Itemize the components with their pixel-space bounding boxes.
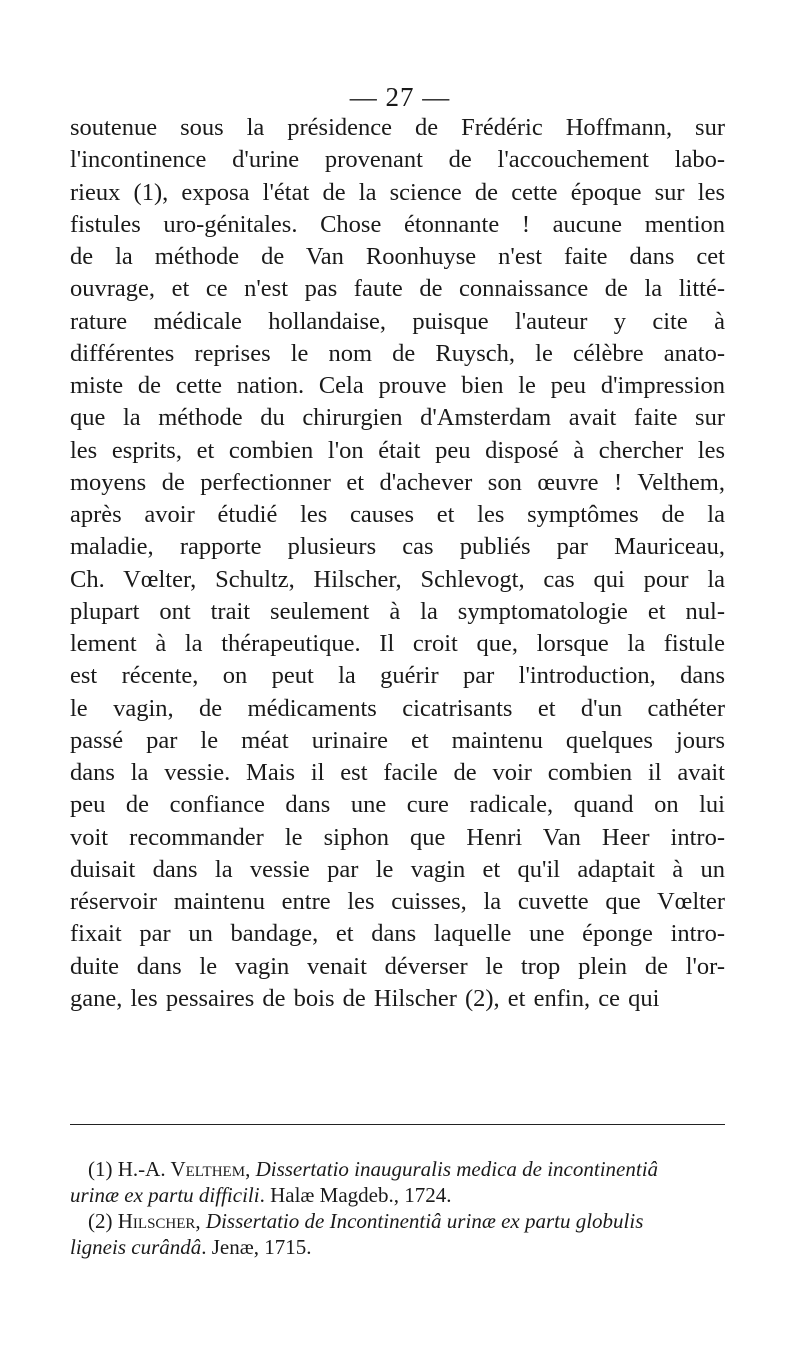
- footnote-title-cont: urinæ ex partu difficili: [70, 1183, 260, 1207]
- text-line: Ch. Vœlter, Schultz, Hilscher, Schlevogt, cas qui pour la: [70, 565, 725, 593]
- text-line: fixait par un bandage, et dans laquelle une éponge intro-: [70, 920, 725, 948]
- text-line: de la méthode de Van Roonhuyse n'est faite dans cet: [70, 243, 725, 270]
- footnote-title: Dissertatio inauguralis medica de incontinentiâ: [255, 1157, 659, 1181]
- footnote-imprint: . Jenæ, 1715.: [201, 1235, 312, 1259]
- text-line: rature médicale hollandaise, puisque l'auteur y cite à: [70, 307, 725, 335]
- body-text: [70, 112, 725, 1015]
- footnote-marker: (2): [88, 1209, 113, 1233]
- text-line: duisait dans la vessie par le vagin et qu'il adaptait à un: [70, 855, 725, 883]
- footnote-divider: [70, 1124, 725, 1125]
- text-line: réservoir maintenu entre les cuisses, la cuvette que Vœlter: [70, 888, 725, 915]
- footnotes: [70, 1156, 725, 1260]
- text-line: le vagin, de médicaments cicatrisants et d'un cathéter: [70, 694, 725, 722]
- footnote-author: Hilscher: [117, 1209, 196, 1233]
- footnote-title-cont: ligneis curândâ: [70, 1235, 202, 1259]
- footnote-1: (1) H.-A. Velthem, Dissertatio inauguralis medica de incontinentiâ urinæ ex partu difficili. Halæ Magdeb., 1724.: [70, 1157, 659, 1207]
- text-line: dans la vessie. Mais il est facile de voir combien il avait: [70, 759, 725, 786]
- text-line: rieux (1), exposa l'état de la science de cette époque sur les: [70, 178, 725, 206]
- text-line: passé par le méat urinaire et maintenu quelques jours: [70, 726, 725, 754]
- footnote-2: (2) Hilscher, Dissertatio de Incontinentiâ urinæ ex partu globulis ligneis curândâ. Jenæ, 1715.: [70, 1209, 644, 1259]
- text-line: duite dans le vagin venait déverser le trop plein de l'or-: [70, 952, 725, 980]
- text-line: est récente, on peut la guérir par l'introduction, dans: [70, 662, 725, 690]
- text-line: voit recommander le siphon que Henri Van Heer intro-: [70, 823, 725, 851]
- footnote-imprint: . Halæ Magdeb., 1724.: [259, 1183, 452, 1207]
- text-line: que la méthode du chirurgien d'Amsterdam avait faite sur: [70, 404, 725, 432]
- text-line: miste de cette nation. Cela prouve bien le peu d'impression: [70, 372, 725, 399]
- text-line: soutenue sous la présidence de Frédéric Hoffmann, sur: [70, 114, 725, 141]
- footnote-author: H.-A. Velthem: [117, 1157, 246, 1181]
- text-line: gane, les pessaires de bois de Hilscher (2), et enfin, ce qui: [70, 984, 660, 1012]
- text-line: après avoir étudié les causes et les symptômes de la: [70, 501, 725, 528]
- text-line: fistules uro-génitales. Chose étonnante ! aucune mention: [70, 210, 725, 238]
- footnote-marker: (1): [88, 1157, 113, 1181]
- text-line: les esprits, et combien l'on était peu disposé à chercher les: [70, 436, 725, 464]
- text-line: peu de confiance dans une cure radicale, quand on lui: [70, 791, 725, 819]
- page-number: — 27 —: [349, 82, 451, 112]
- text-line: moyens de perfectionner et d'achever son œuvre ! Velthem,: [70, 468, 725, 496]
- text-line: lement à la thérapeutique. Il croit que, lorsque la fistule: [70, 630, 725, 657]
- footnote-title: Dissertatio de Incontinentiâ urinæ ex partu globulis: [205, 1209, 644, 1233]
- text-line: l'incontinence d'urine provenant de l'accouchement labo-: [70, 146, 725, 174]
- text-line: ouvrage, et ce n'est pas faute de connaissance de la litté-: [70, 275, 725, 303]
- text-line: différentes reprises le nom de Ruysch, le célèbre anato-: [70, 339, 725, 367]
- text-line: maladie, rapporte plusieurs cas publiés par Mauriceau,: [70, 533, 725, 561]
- text-line: plupart ont trait seulement à la symptomatologie et nul-: [70, 597, 725, 625]
